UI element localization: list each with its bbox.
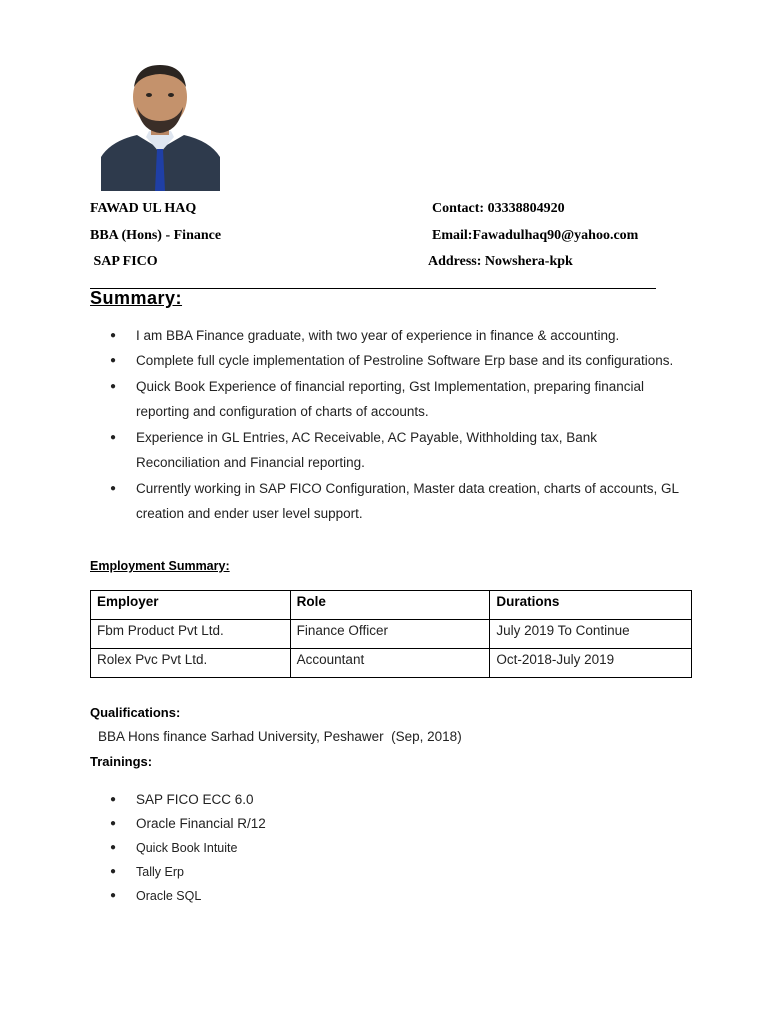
employment-table [90, 590, 692, 678]
training-item: ● Quick Book Intuite [110, 838, 266, 862]
bullet-icon: ● [110, 866, 117, 877]
bullet-icon: ● [110, 890, 117, 901]
bullet-icon: ● [110, 794, 117, 805]
table-header-row [91, 591, 692, 620]
bullet-icon: ● [110, 432, 117, 443]
trainings-list [110, 790, 266, 910]
training-item: ● Oracle Financial R/12 [110, 814, 266, 838]
summary-list [110, 326, 680, 526]
table-row [91, 620, 692, 649]
summary-heading: Summary: [90, 288, 183, 308]
profile-photo [101, 57, 220, 191]
column-header: Role [290, 591, 490, 620]
table-cell: Rolex Pvc Pvt Ltd. [91, 649, 291, 678]
table-cell: Fbm Product Pvt Ltd. [91, 620, 291, 649]
training-item: ● SAP FICO ECC 6.0 [110, 790, 266, 814]
summary-item: ● Quick Book Experience of financial reporting, Gst Implementation, preparing financial reporting and configuration of charts of accounts. [110, 374, 680, 424]
summary-item: ● Currently working in SAP FICO Configuration, Master data creation, charts of accounts, GL creation and ender user level support. [110, 476, 680, 526]
bullet-icon: ● [110, 330, 117, 341]
summary-item: ● Experience in GL Entries, AC Receivable, AC Payable, Withholding tax, Bank Reconciliation and Financial reporting. [110, 425, 680, 475]
training-item: ● Oracle SQL [110, 886, 266, 910]
bullet-icon: ● [110, 842, 117, 853]
summary-item: ● I am BBA Finance graduate, with two year of experience in finance & accounting. [110, 326, 680, 346]
candidate-specialty: SAP FICO [90, 254, 158, 269]
bullet-icon: ● [110, 355, 117, 366]
qualifications-heading: Qualifications: [90, 705, 181, 720]
column-header: Employer [91, 591, 291, 620]
training-item: ● Tally Erp [110, 862, 266, 886]
column-header: Durations [490, 591, 692, 620]
table-cell: Finance Officer [290, 620, 490, 649]
bullet-icon: ● [110, 818, 117, 829]
contact-number: Contact: 03338804920 [432, 201, 565, 216]
bullet-icon: ● [110, 381, 117, 392]
summary-item: ● Complete full cycle implementation of Pestroline Software Erp base and its configurations. [110, 348, 680, 373]
table-cell: Oct-2018-July 2019 [490, 649, 692, 678]
table-cell: July 2019 To Continue [490, 620, 692, 649]
email-address: Email:Fawadulhaq90@yahoo.com [432, 228, 639, 243]
table-cell: Accountant [290, 649, 490, 678]
home-address: Address: Nowshera-kpk [428, 254, 573, 269]
trainings-heading: Trainings: [90, 754, 153, 769]
employment-heading: Employment Summary: [90, 559, 230, 573]
table-row [91, 649, 692, 678]
qualification-text: BBA Hons finance Sarhad University, Peshawer (Sep, 2018) [98, 729, 462, 744]
candidate-degree: BBA (Hons) - Finance [90, 228, 222, 243]
candidate-name: FAWAD UL HAQ [90, 201, 197, 216]
bullet-icon: ● [110, 483, 117, 494]
